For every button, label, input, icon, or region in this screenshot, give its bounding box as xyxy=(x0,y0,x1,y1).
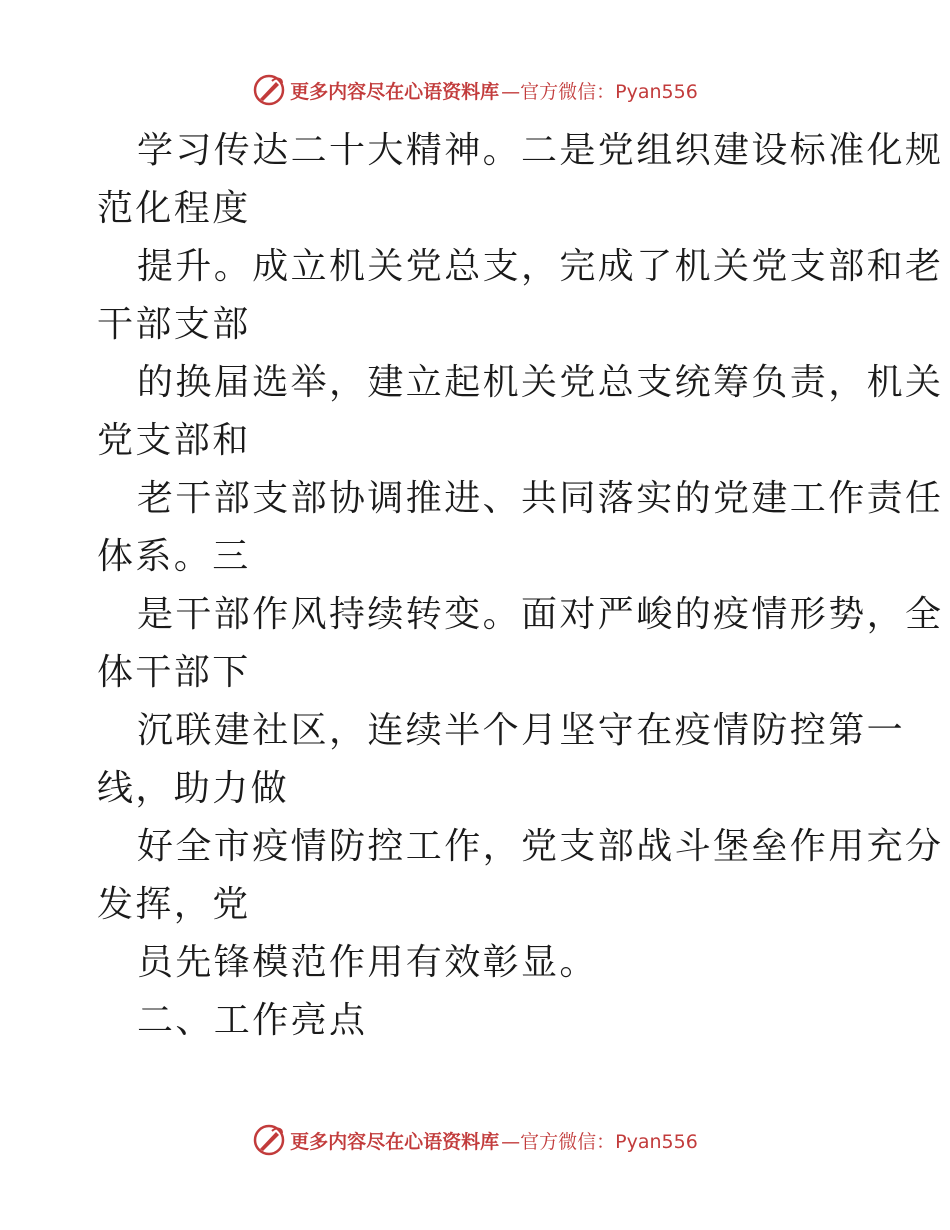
text-line: 沉联建社区，连续半个月坚守在疫情防控第一 xyxy=(137,710,906,751)
banner-title: 更多内容尽在心语资料库 xyxy=(290,1130,500,1153)
text-line: 发挥，党 xyxy=(97,884,251,925)
text-line: 学习传达二十大精神。二是党组织建设标准化规 xyxy=(137,130,944,171)
text-line: 范化程度 xyxy=(97,188,251,229)
header-banner xyxy=(0,70,950,110)
quill-logo-icon xyxy=(252,1123,286,1157)
text-line: 老干部支部协调推进、共同落实的党建工作责任 xyxy=(137,478,944,519)
text-line: 体干部下 xyxy=(97,652,251,693)
banner-title: 更多内容尽在心语资料库 xyxy=(290,80,500,103)
footer-banner xyxy=(0,1120,950,1160)
section-heading: 二、工作亮点 xyxy=(137,1000,368,1041)
text-line: 员先锋模范作用有效彰显。 xyxy=(137,942,598,983)
text-line: 体系。三 xyxy=(97,536,251,577)
text-line: 干部支部 xyxy=(97,304,251,345)
text-line: 是干部作风持续转变。面对严峻的疫情形势，全 xyxy=(137,594,944,635)
text-line: 好全市疫情防控工作，党支部战斗堡垒作用充分 xyxy=(137,826,944,867)
quill-logo-icon xyxy=(252,73,286,107)
banner-wechat: —官方微信：Pyan556 xyxy=(501,80,698,103)
document-body xyxy=(97,122,944,1050)
text-line: 提升。成立机关党总支，完成了机关党支部和老 xyxy=(137,246,944,287)
text-line: 线，助力做 xyxy=(97,768,290,809)
banner-wechat: —官方微信：Pyan556 xyxy=(501,1130,698,1153)
text-line: 党支部和 xyxy=(97,420,251,461)
text-line: 的换届选举，建立起机关党总支统筹负责，机关 xyxy=(137,362,944,403)
